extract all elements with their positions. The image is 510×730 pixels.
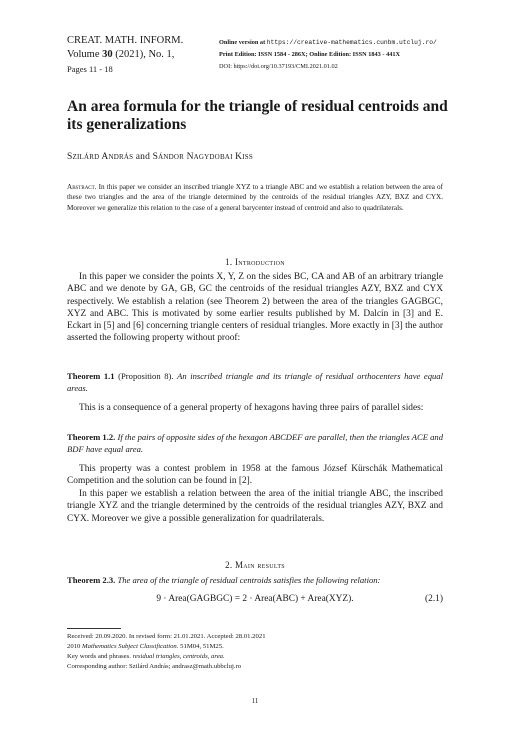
equation-expression: 9 · Area(GAGBGC) = 2 · Area(ABC) + Area(XYZ). xyxy=(156,594,354,604)
author-2: Sándor Nagydobai Kiss xyxy=(152,152,253,162)
equation-2-1 xyxy=(67,594,443,608)
intro-paragraph-1: In this paper we consider the points X, Y, Z on the sides BC, CA and AB of an arbitrary triangle ABC and we denote by GA, GB, GC the centroids of the residual triangles AZY, BXZ and CYX respectively. We establish a relation (see Theorem 2) between the area of the triangles GAGBGC, XYZ and ABC. This is motivated by some earlier results published by M. Dalcín in [3] and E. Eckart in [5] and [6] concerning triangle centers of residual triangles. More exactly in [3] the author asserted the following property without proof: xyxy=(67,272,443,344)
paper-title: An area formula for the triangle of residual centroids and its generalizations xyxy=(67,98,448,133)
intro-paragraph-2: This is a consequence of a general property of hexagons having three pairs of parallel sides: xyxy=(79,403,424,413)
issn-line: Print Edition: ISSN 1584 - 286X; Online Edition: ISSN 1843 - 441X xyxy=(219,51,401,58)
abstract-text: In this paper we consider an inscribed triangle XYZ to a triangle ABC and we establish a relation between the area of these two triangles and the area of the triangle determined by the centroids of the residual triangles AZY, BXZ and CYX. Moreover we generalize this relation to the case of a general barycenter instead of centroid and also to quadrilaterals. xyxy=(67,183,443,212)
section-heading-main-results: 2. Main results xyxy=(225,560,285,570)
msc-classification: 2010 Mathematics Subject Classification. 51M04, 51M25. xyxy=(67,643,224,650)
theorem-2-3: Theorem 2.3. The area of the triangle of residual centroids satisfies the following relation: xyxy=(67,575,381,585)
intro-paragraph-3: This property was a contest problem in 1958 at the famous József Kürschák Mathematical Competition and the solution can be found in [2]. xyxy=(67,464,443,487)
theorem-1-1: Theorem 1.1 (Proposition 8). An inscribed triangle and its triangle of residual orthocenters have equal areas. xyxy=(67,371,443,393)
abstract-label: Abstract. xyxy=(67,183,97,191)
page-number: 11 xyxy=(251,697,259,705)
page-range: Pages 11 - 18 xyxy=(67,64,113,74)
intro-paragraph-4: In this paper we establish a relation between the area of the initial triangle ABC, the inscribed triangle XYZ and the triangle determined by the centroids of the residual triangles AZY, BXZ and CYX. Moreover we give a possible generalization for quadrilaterals. xyxy=(67,489,443,524)
online-version: Online version at https://creative-mathematics.cunbm.utcluj.ro/ xyxy=(219,39,437,46)
doi-link[interactable]: DOI: https://doi.org/10.37193/CMI.2021.01.02 xyxy=(219,63,338,70)
keywords: Key words and phrases. residual triangles, centroids, area. xyxy=(67,653,225,660)
footnote-divider xyxy=(67,628,121,629)
equation-number: (2.1) xyxy=(425,594,443,604)
volume-line: Volume 30 (2021), No. 1, xyxy=(67,49,175,60)
publication-info xyxy=(219,37,499,73)
online-url-link[interactable]: https://creative-mathematics.cunbm.utcluj.ro/ xyxy=(266,39,437,46)
author-1: Szilárd András xyxy=(67,152,134,162)
journal-header xyxy=(67,34,227,76)
corresponding-author: Corresponding author: Szilárd András; andrasz@math.ubbcluj.ro xyxy=(67,663,242,670)
authors: Szilárd András and Sándor Nagydobai Kiss xyxy=(67,152,253,162)
received-dates: Received: 20.09.2020. In revised form: 21.01.2021. Accepted: 28.01.2021 xyxy=(67,633,266,640)
abstract xyxy=(67,182,443,213)
theorem-1-2: Theorem 1.2. If the pairs of opposite sides of the hexagon ABCDEF are parallel, then the triangles ACE and BDF have equal area. xyxy=(67,432,444,454)
journal-name: CREAT. MATH. INFORM. xyxy=(67,35,184,46)
footnotes xyxy=(67,632,443,672)
section-heading-introduction: 1. Introduction xyxy=(225,257,285,267)
